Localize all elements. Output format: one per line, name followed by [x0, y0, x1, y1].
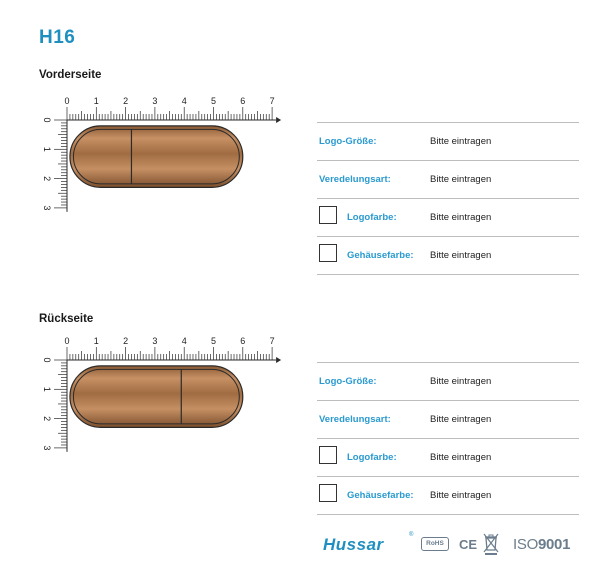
field-value-finishing[interactable]: Bitte eintragen: [430, 414, 492, 425]
section-heading-front: Vorderseite: [39, 69, 102, 81]
ruler-x-label: 5: [210, 96, 217, 106]
iso-prefix: ISO: [513, 536, 538, 553]
capsule-shape: [70, 126, 243, 188]
ce-mark: CE: [459, 537, 478, 552]
ruler-x-label: 7: [269, 96, 275, 106]
field-value-logo-color[interactable]: Bitte eintragen: [430, 212, 492, 223]
field-row-logo-size: [317, 362, 579, 400]
form-front: [317, 122, 579, 275]
capsule-shape: [70, 366, 243, 428]
registered-mark: ®: [409, 532, 414, 538]
field-value-logo-size[interactable]: Bitte eintragen: [430, 376, 492, 387]
brand-logo: Hussar: [323, 535, 384, 554]
field-label: Gehäusefarbe:: [347, 490, 414, 501]
ruler-x-label: 4: [181, 96, 187, 106]
iso-9001-badge: [513, 536, 570, 553]
ruler-x-label: 4: [181, 336, 187, 346]
ruler-x-label: 6: [240, 336, 246, 346]
ruler-y-label: 1: [41, 146, 52, 152]
housing-color-checkbox[interactable]: [319, 484, 337, 502]
field-label: Veredelungsart:: [319, 414, 391, 425]
weee-bin-icon: [483, 532, 499, 556]
ruler-x-label: 0: [64, 96, 70, 106]
ruler-y-label: 3: [42, 445, 52, 451]
ruler-y-label: 0: [42, 117, 52, 123]
ruler-x-label: 1: [93, 96, 99, 106]
ruler-x-label: 6: [240, 96, 246, 106]
ruler-x-label: 2: [123, 336, 129, 346]
ruler-back: [30, 328, 290, 458]
footer-logos: [323, 532, 583, 558]
ruler-x-label: 0: [64, 336, 70, 346]
ruler-y-label: 3: [42, 205, 52, 211]
form-back: [317, 362, 579, 515]
ruler-front: [30, 88, 290, 218]
field-value-housing-color[interactable]: Bitte eintragen: [430, 250, 492, 261]
field-label: Logo-Größe:: [319, 136, 377, 147]
field-row-finishing: [317, 400, 579, 438]
ruler-x-label: 1: [93, 336, 99, 346]
housing-color-checkbox[interactable]: [319, 244, 337, 262]
field-label: Veredelungsart:: [319, 174, 391, 185]
ruler-arrow-right: [276, 357, 281, 363]
logo-color-checkbox[interactable]: [319, 446, 337, 464]
field-value-logo-size[interactable]: Bitte eintragen: [430, 136, 492, 147]
page-title: H16: [39, 27, 76, 48]
field-row-housing-color: [317, 476, 579, 515]
logo-color-checkbox[interactable]: [319, 206, 337, 224]
field-value-housing-color[interactable]: Bitte eintragen: [430, 490, 492, 501]
ruler-y-label: 1: [41, 386, 52, 392]
field-label: Logofarbe:: [347, 452, 397, 463]
ruler-x-label: 3: [152, 336, 158, 346]
rohs-badge: RoHS: [421, 537, 449, 551]
ruler-arrow-right: [276, 117, 281, 123]
ruler-x-label: 7: [269, 336, 275, 346]
ruler-x-label: 3: [152, 96, 158, 106]
field-row-housing-color: [317, 236, 579, 275]
field-value-finishing[interactable]: Bitte eintragen: [430, 174, 492, 185]
field-row-logo-color: [317, 438, 579, 476]
ruler-y-label: 2: [42, 176, 52, 182]
field-row-finishing: [317, 160, 579, 198]
field-value-logo-color[interactable]: Bitte eintragen: [430, 452, 492, 463]
section-heading-back: Rückseite: [39, 313, 94, 325]
field-row-logo-size: [317, 122, 579, 160]
ruler-y-label: 2: [42, 416, 52, 422]
field-row-logo-color: [317, 198, 579, 236]
iso-number: 9001: [537, 536, 571, 553]
ruler-x-label: 5: [210, 336, 217, 346]
field-label: Logo-Größe:: [319, 376, 377, 387]
ruler-y-label: 0: [42, 357, 52, 363]
field-label: Gehäusefarbe:: [347, 250, 414, 261]
ruler-x-label: 2: [123, 96, 129, 106]
field-label: Logofarbe:: [347, 212, 397, 223]
